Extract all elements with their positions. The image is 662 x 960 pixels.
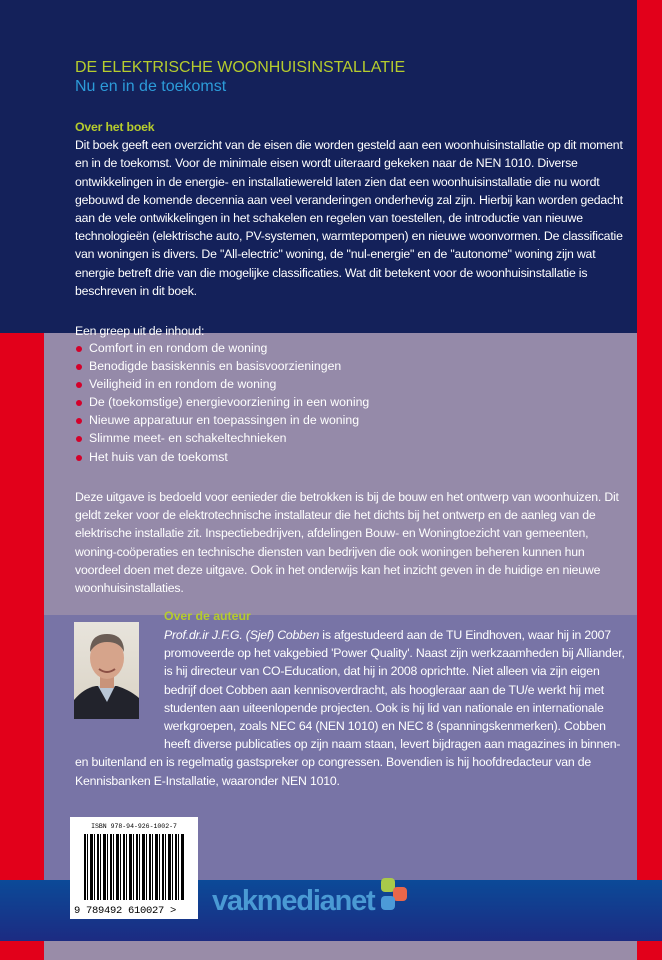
list-item: Comfort in en rondom de woning: [75, 339, 369, 357]
publisher-logo: [212, 885, 375, 918]
right-red-stripe: [637, 0, 662, 880]
ean-number: 9 789492 610027 >: [74, 905, 177, 917]
list-item: Veiligheid in en rondom de woning: [75, 375, 369, 393]
publisher-name: vakmedianet: [212, 885, 375, 917]
author-bio: [75, 626, 630, 790]
left-red-stripe-bottom: [0, 941, 44, 960]
isbn-barcode: [70, 817, 198, 919]
contents-intro: Een greep uit de inhoud:: [75, 324, 205, 338]
bottom-panel: [44, 941, 637, 960]
list-item: De (toekomstige) energievoorziening in een woning: [75, 393, 369, 411]
author-bio-text: is afgestudeerd aan de TU Eindhoven, waar hij in 2007 promoveerde op het vakgebied 'Power Quality'. Naast zijn werkzaamheden bij Alliander, is hij directeur van CO-Education, dat hij in 2008 oprichtte. Niet alleen via zijn eigen bedrijf doet Cobben aan kennisoverdracht, als hoogleraar aan de TU/e werkt hij met studenten aan uiteenlopende projecten. Ook is hij lid van nationale en internationale werkgroepen, zoals NEC 64 (NEN 1010) en NEC 8 (spanningskenmerken). Cobben heeft diverse publicaties op zijn naam staan, levert bijdragen aan magazines in binnen- en buitenland en is regelmatig gastspreker op congressen. Bovendien is hij hoofdredacteur van de Kennisbanken E-Installatie, waaronder NEN 1010.: [75, 628, 625, 788]
left-red-stripe: [0, 333, 44, 880]
about-book-heading: Over het boek: [75, 120, 155, 134]
list-item: Nieuwe apparatuur en toepassingen in de woning: [75, 411, 369, 429]
about-book-text: Dit boek geeft een overzicht van de eisen die worden gesteld aan een woonhuisinstallatie op dit moment en in de toekomst. Voor de minimale eisen wordt uiteraard gekeken naar de NEN 1010. Diverse ontwikkelingen in de energie- en installatiewereld laten zien dat een woonhuisinstallatie die nu wordt gebouwd de komende decennia aan veel veranderingen onderhevig zal zijn. Hierbij kan worden gedacht aan de vele ontwikkelingen in het schakelen en regelen van toestellen, de introductie van nieuwe technologieën (elektrische auto, PV-systemen, warmtepompen) en nieuwe woonvormen. De classificatie van woningen is divers. De "All-electric" woning, de "nul-energie" en de "autonome" woning zijn wat energie betreft drie van die mogelijke classificaties. Wat dit betekent voor de woonhuisinstallatie is beschreven in dit boek.: [75, 138, 623, 298]
audience-text: Deze uitgave is bedoeld voor eenieder die betrokken is bij de bouw en het ontwerp van woonhuizen. Dit geldt zeker voor de elektrotechnische installateur die het dichts bij het ontwerp en de aanleg van de elektrische installatie zit. Inspectiebedrijven, afdelingen Bouw- en Woningtoezicht van gemeenten, woning-coöperaties en technische diensten van bedrijven die ook woningen beheren kunnen hun voordeel doen met deze uitgave. Ook in het onderwijs kan het inzicht geven in de huidige en nieuwe woonhuisinstallaties.: [75, 490, 619, 596]
logo-hex-orange-icon: [393, 887, 407, 901]
logo-hex-blue-icon: [381, 896, 395, 910]
contents-list: [75, 339, 369, 466]
book-subtitle: Nu en in de toekomst: [75, 78, 227, 95]
about-book-section: [75, 118, 630, 300]
isbn-number: ISBN 978-94-926-1002-7: [91, 823, 177, 830]
list-item: Het huis van de toekomst: [75, 448, 369, 466]
list-item: Benodigde basiskennis en basisvoorzieningen: [75, 357, 369, 375]
list-item: Slimme meet- en schakeltechnieken: [75, 429, 369, 447]
book-title: DE ELEKTRISCHE WOONHUISINSTALLATIE: [75, 59, 406, 76]
author-heading: Over de auteur: [164, 609, 251, 623]
barcode-bars: [84, 834, 184, 900]
author-name: Prof.dr.ir J.F.G. (Sjef) Cobben: [164, 628, 320, 642]
right-red-stripe-bottom: [637, 941, 662, 960]
